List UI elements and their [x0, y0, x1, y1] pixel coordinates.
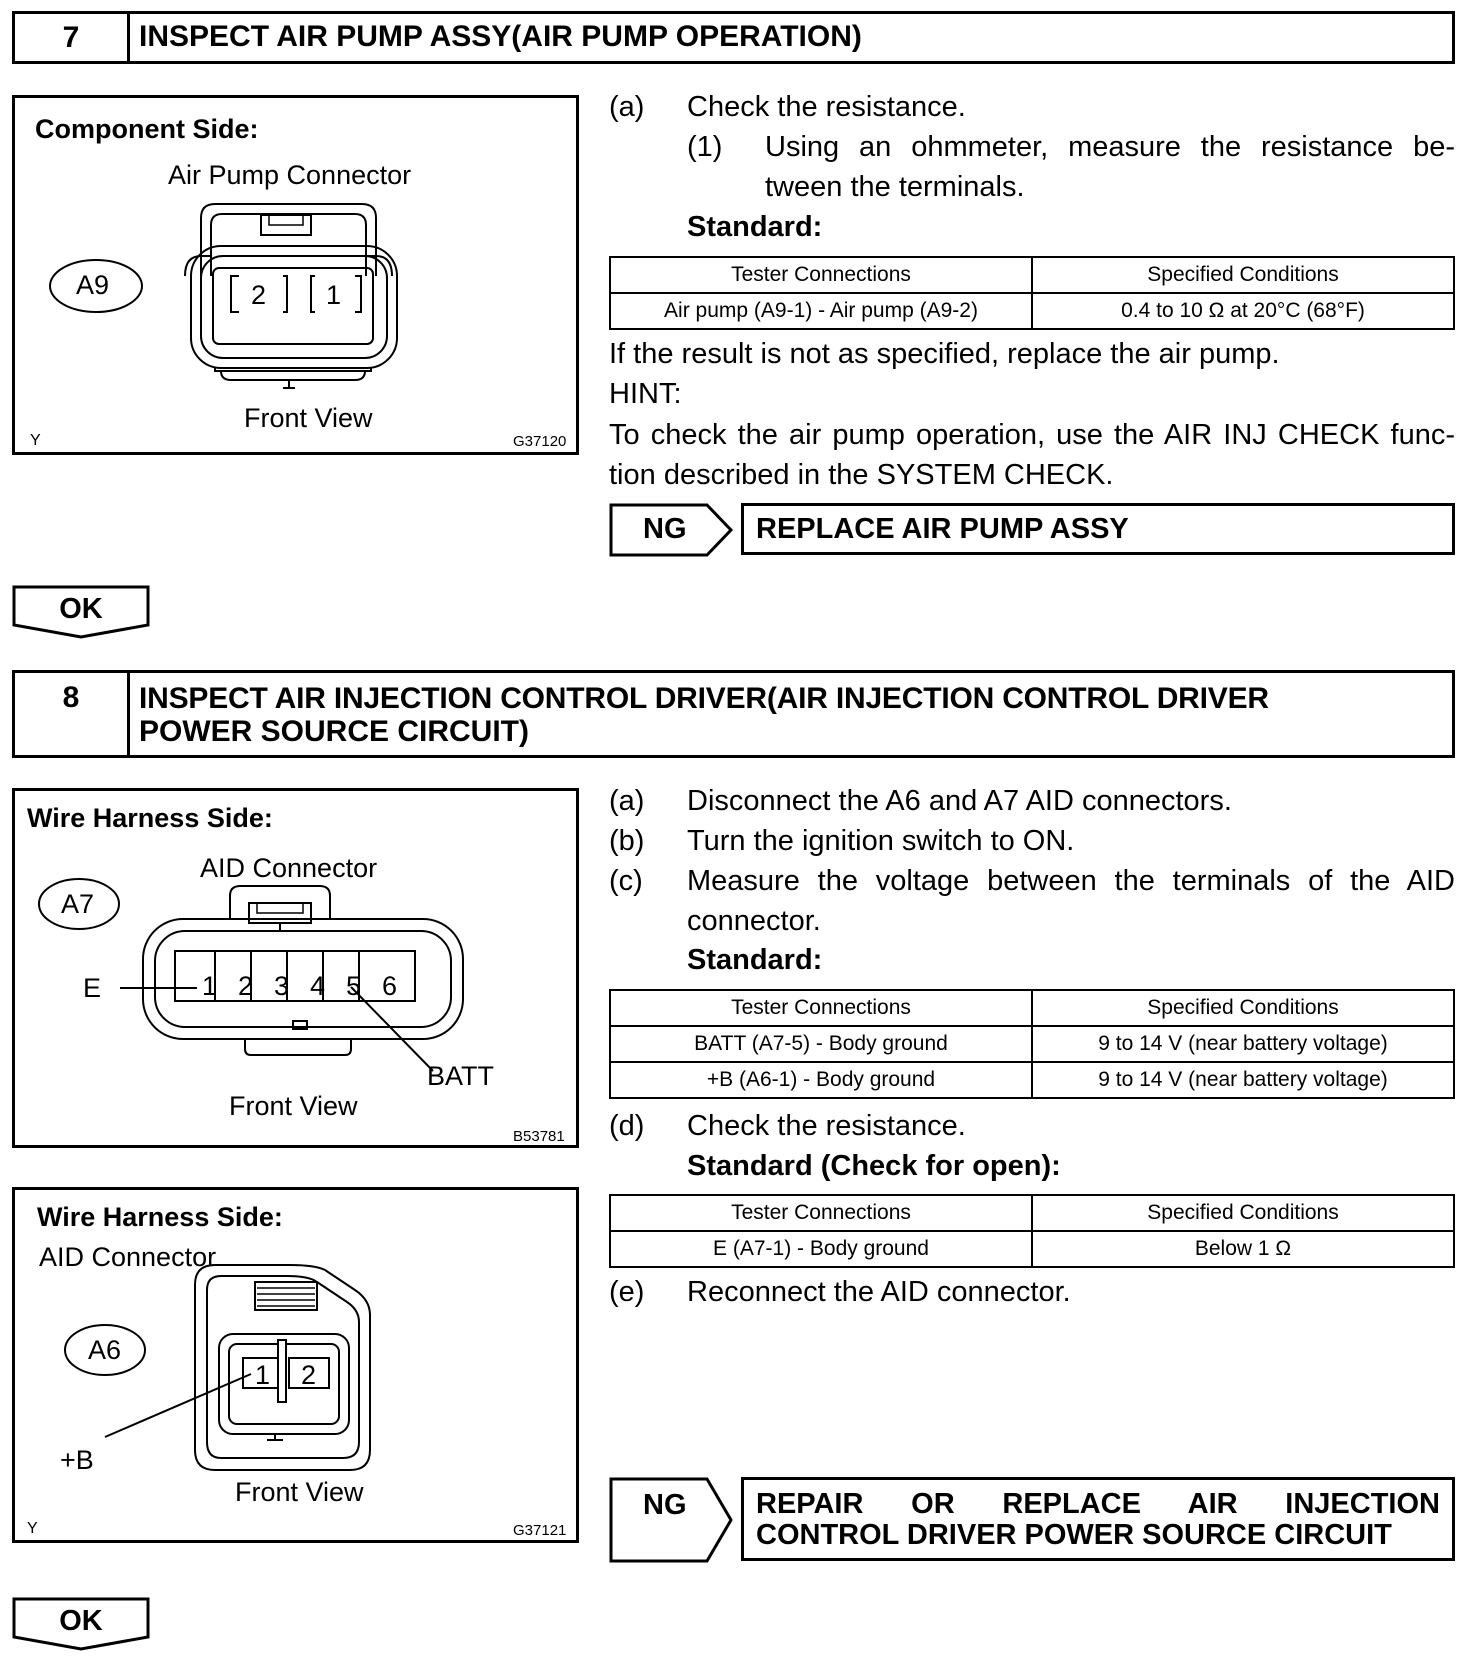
- instruction-e-marker: (e): [609, 1276, 645, 1308]
- step-8-header: [12, 670, 1455, 758]
- hint-label: HINT:: [609, 378, 682, 410]
- e-terminal-label: E: [83, 973, 102, 1003]
- hint-text-line2: tion described in the SYSTEM CHECK.: [609, 459, 1114, 491]
- standard-open-label: Standard (Check for open):: [687, 1150, 1061, 1182]
- pin-4: 4: [310, 971, 326, 1001]
- plus-b-terminal-label: +B: [60, 1445, 94, 1475]
- figure-code: G37120: [513, 433, 567, 450]
- table-cell: E (A7-1) - Body ground: [610, 1231, 1032, 1267]
- corner-label: Y: [27, 1520, 38, 1537]
- pin-3: 3: [274, 971, 290, 1001]
- step-7-header: [12, 11, 1455, 64]
- pin-1: 1: [255, 1360, 271, 1390]
- connector-label: AID Connector: [200, 853, 378, 883]
- instruction-e-text: Reconnect the AID connector.: [687, 1276, 1071, 1308]
- ok-indicator: [12, 585, 152, 639]
- table-cell: Air pump (A9-1) - Air pump (A9-2): [610, 293, 1032, 329]
- spec-table-air-pump: [609, 256, 1455, 330]
- ng-label: NG: [643, 513, 687, 545]
- instruction-c-marker: (c): [609, 865, 643, 897]
- step-number: 7: [15, 14, 130, 61]
- pin-2: 2: [301, 1360, 317, 1390]
- instruction-b-text: Turn the ignition switch to ON.: [687, 825, 1075, 857]
- standard-label: Standard:: [687, 944, 823, 976]
- pin-1: 1: [326, 280, 342, 310]
- corner-label: Y: [30, 432, 41, 449]
- instruction-1-line1: Using an ohmmeter, measure the resistance be-: [765, 131, 1455, 163]
- table-header: Tester Connections: [610, 257, 1032, 293]
- instruction-c-line2: connector.: [687, 905, 821, 937]
- step-title-line1: INSPECT AIR INJECTION CONTROL DRIVER(AIR INJECTION CONTROL DRIVER: [139, 682, 1269, 715]
- standard-label: Standard:: [687, 211, 823, 243]
- ng-action-text-line1: REPAIR OR REPLACE AIR INJECTION: [756, 1488, 1440, 1520]
- table-header-row: [610, 257, 1454, 293]
- table-cell: BATT (A7-5) - Body ground: [610, 1026, 1032, 1062]
- pin-5: 5: [346, 971, 362, 1001]
- instruction-1-line2: tween the terminals.: [765, 171, 1025, 203]
- pin-2: 2: [238, 971, 254, 1001]
- batt-terminal-label: BATT: [427, 1061, 494, 1091]
- table-header: Specified Conditions: [1032, 257, 1454, 293]
- figure-side-label: Wire Harness Side:: [37, 1202, 283, 1232]
- table-cell: Below 1 Ω: [1032, 1231, 1454, 1267]
- table-header: Tester Connections: [610, 990, 1032, 1026]
- step-title-line2: POWER SOURCE CIRCUIT): [139, 715, 529, 748]
- ng-label: NG: [643, 1489, 687, 1521]
- connector-id: A7: [61, 889, 95, 919]
- table-row: [610, 1026, 1454, 1062]
- instruction-a-text: Disconnect the A6 and A7 AID connectors.: [687, 785, 1232, 817]
- pin-1: 1: [202, 971, 218, 1001]
- table-row: [610, 293, 1454, 329]
- table-row: [610, 1062, 1454, 1098]
- instruction-a-marker: (a): [609, 91, 645, 123]
- figure-side-label: Component Side:: [35, 114, 259, 144]
- connector-id: A6: [88, 1335, 122, 1365]
- table-cell: +B (A6-1) - Body ground: [610, 1062, 1032, 1098]
- table-header: Specified Conditions: [1032, 1195, 1454, 1231]
- table-header-row: [610, 1195, 1454, 1231]
- result-text: If the result is not as specified, replace the air pump.: [609, 338, 1280, 370]
- figure-aid-connector-a7: [12, 788, 579, 1148]
- instruction-1-marker: (1): [687, 131, 723, 163]
- ok-indicator: [12, 1597, 152, 1651]
- connector-id: A9: [76, 270, 110, 300]
- view-label: Front View: [229, 1091, 358, 1121]
- step-title: INSPECT AIR PUMP ASSY(AIR PUMP OPERATION): [139, 20, 862, 53]
- figure-code: B53781: [513, 1128, 565, 1145]
- table-cell: 9 to 14 V (near battery voltage): [1032, 1026, 1454, 1062]
- pin-6: 6: [382, 971, 398, 1001]
- figure-side-label: Wire Harness Side:: [27, 803, 273, 833]
- figure-code: G37121: [513, 1522, 567, 1539]
- figure-aid-connector-a6: [12, 1187, 579, 1543]
- table-cell: 9 to 14 V (near battery voltage): [1032, 1062, 1454, 1098]
- figure-air-pump-connector: [12, 95, 579, 455]
- instruction-a-marker: (a): [609, 785, 645, 817]
- table-header-row: [610, 990, 1454, 1026]
- pin-2: 2: [251, 280, 267, 310]
- spec-table-resistance: [609, 1194, 1455, 1268]
- connector-label: AID Connector: [39, 1242, 217, 1272]
- ok-label: OK: [59, 593, 103, 625]
- table-row: [610, 1231, 1454, 1267]
- ok-label: OK: [59, 1605, 103, 1637]
- ng-action-box: [741, 1477, 1455, 1561]
- ng-action-box: [741, 503, 1455, 555]
- hint-text-line1: To check the air pump operation, use the AIR INJ CHECK func-: [609, 419, 1455, 451]
- instruction-d-marker: (d): [609, 1110, 645, 1142]
- instruction-d-text: Check the resistance.: [687, 1110, 966, 1142]
- view-label: Front View: [235, 1477, 364, 1507]
- view-label: Front View: [244, 403, 373, 433]
- ng-action-text-line2: CONTROL DRIVER POWER SOURCE CIRCUIT: [756, 1519, 1392, 1551]
- ng-action-text: REPLACE AIR PUMP ASSY: [756, 513, 1129, 545]
- table-cell: 0.4 to 10 Ω at 20°C (68°F): [1032, 293, 1454, 329]
- instruction-a-text: Check the resistance.: [687, 91, 966, 123]
- spec-table-voltage: [609, 989, 1455, 1099]
- table-header: Tester Connections: [610, 1195, 1032, 1231]
- table-header: Specified Conditions: [1032, 990, 1454, 1026]
- step-number: 8: [15, 673, 130, 755]
- instruction-c-line1: Measure the voltage between the terminals of the AID: [687, 865, 1455, 897]
- instruction-b-marker: (b): [609, 825, 645, 857]
- connector-label: Air Pump Connector: [168, 160, 412, 190]
